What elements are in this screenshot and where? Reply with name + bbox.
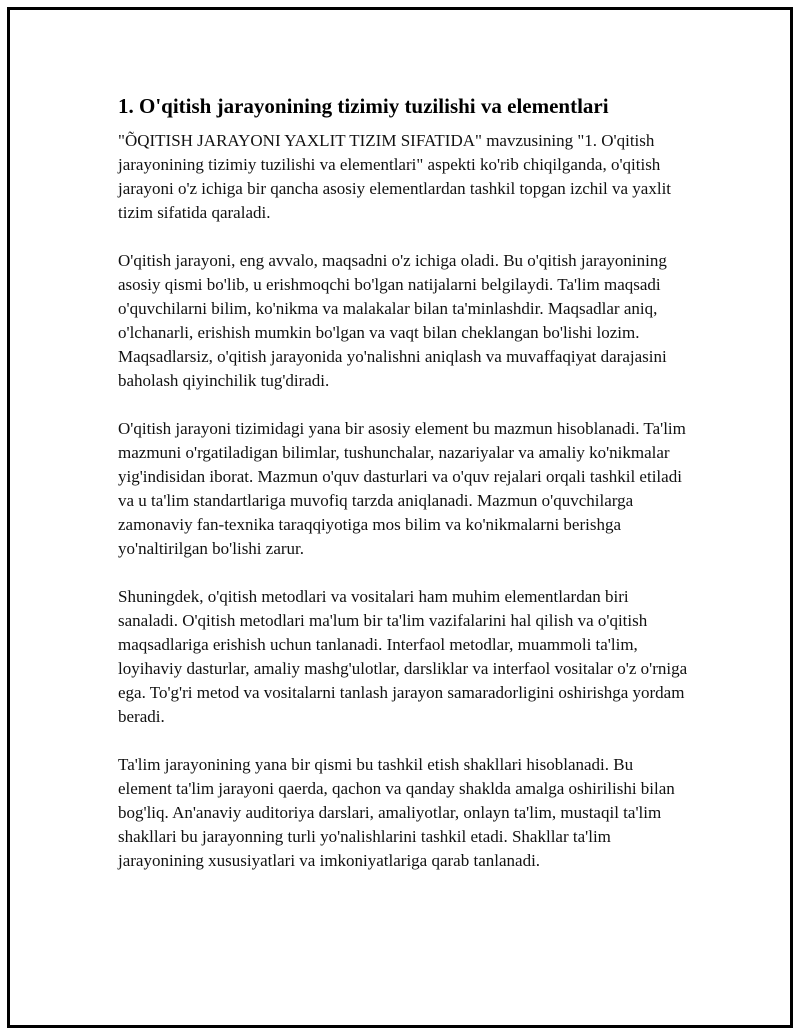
paragraph-content: O'qitish jarayoni tizimidagi yana bir asosiy element bu mazmun hisoblanadi. Ta'lim mazmuni o'rgatiladigan bilimlar, tushunchalar, nazariyalar va amaliy ko'nikmalar yig'indisidan iborat. Mazmun o'quv dasturlari va o'quv rejalari orqali tashkil etiladi va u ta'lim standartlariga muvofiq tarzda aniqlanadi. Mazmun o'quvchilarga zamonaviy fan-texnika taraqqiyotiga mos bilim va ko'nikmalarni berishga yo'naltirilgan bo'lishi zarur. (118, 419, 686, 558)
paragraph-forms: Ta'lim jarayonining yana bir qismi bu tashkil etish shakllari hisoblanadi. Bu element ta'lim jarayoni qaerda, qachon va qanday shaklda amalga oshirilishi bilan bog'liq. An'anaviy auditoriya darslari, amaliyotlar, onlayn ta'lim, mustaqil ta'lim shakllari bu jarayonning turli yo'nalishlarini tashkil etadi. Shakllar ta'lim jarayonining xususiyatlari va imkoniyatlariga qarab tanlanadi. (118, 755, 675, 870)
paragraph-goals: O'qitish jarayoni, eng avvalo, maqsadni o'z ichiga oladi. Bu o'qitish jarayonining asosiy qismi bo'lib, u erishmoqchi bo'lgan natijalarni belgilaydi. Ta'lim maqsadi o'quvchilarni bilim, ko'nikma va malakalar bilan ta'minlashdir. Maqsadlar aniq, o'lchanarli, erishish mumkin bo'lgan va vaqt bilan cheklangan bo'lishi lozim. Maqsadlarsiz, o'qitish jarayonida yo'nalishni aniqlash va muvaffaqiyat darajasini baholash qiyinchilik tug'diradi. (118, 251, 667, 390)
paragraph-methods: Shuningdek, o'qitish metodlari va vositalari ham muhim elementlardan biri sanaladi. O'qitish metodlari ma'lum bir ta'lim vazifalarini hal qilish va o'qitish maqsadlariga erishish uchun tanlanadi. Interfaol metodlar, muammoli ta'lim, loyihaviy dasturlar, amaliy mashg'ulotlar, darsliklar va interfaol vositalar o'z o'rniga ega. To'g'ri metod va vositalarni tanlash jarayon samaradorligini oshirishga yordam beradi. (118, 587, 688, 726)
document-body (118, 92, 688, 897)
section-heading: 1. O'qitish jarayonining tizimiy tuzilishi va elementlari (118, 94, 609, 118)
paragraph-intro: "ÕQITISH JARAYONI YAXLIT TIZIM SIFATIDA" mavzusining "1. O'qitish jarayonining tizimiy tuzilishi va elementlari" aspekti ko'rib chiqilganda, o'qitish jarayoni o'z ichiga bir qancha asosiy elementlardan tashkil topgan izchil va yaxlit tizim sifatida qaraladi. (118, 131, 672, 222)
